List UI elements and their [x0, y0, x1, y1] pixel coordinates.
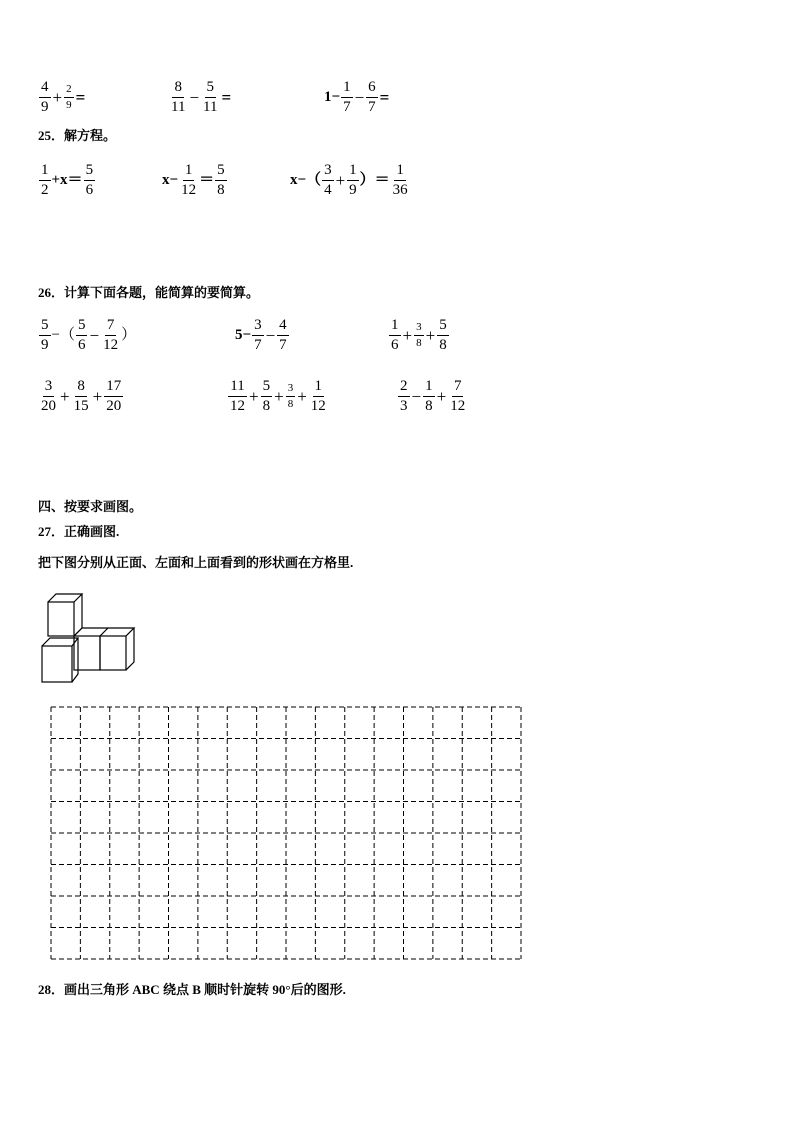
calc-expr-5: $\frac{11}{12}$ + $\frac{5}{8}$ + $\frac{3}{8}$ + $\frac{1}{12}$ — [230, 378, 326, 414]
calc-expr-6: $\frac{2}{3}$ − $\frac{1}{8}$ + $\frac{7}{12}$ — [400, 378, 466, 414]
equation-3: x−（ $\frac{3}{4}$ + $\frac{1}{9}$ ）＝ $\frac{1}{36}$ — [290, 162, 408, 198]
calc-expr-1: $\frac{5}{9}$ −（ $\frac{5}{6}$ − $\frac{7}{12}$ ） — [41, 317, 137, 353]
expr-4-9-plus-2-9: $\frac{4}{9}$ + $\frac{2}{9}$ = — [41, 79, 86, 115]
dashed-square-grid[interactable] — [50, 706, 522, 960]
section-4-title: 四、按要求画图。 — [38, 499, 143, 514]
cube-front-roof — [42, 638, 78, 646]
question-25-heading: 25．解方程。 — [38, 128, 117, 143]
cube-row-3 — [100, 636, 126, 670]
question-26-heading: 26．计算下面各题，能简算的要简算。 — [38, 285, 260, 300]
equation-1: $\frac{1}{2}$ +x＝ $\frac{5}{6}$ — [41, 162, 94, 198]
question-27-instruction: 把下图分别从正面、左面和上面看到的形状画在方格里. — [38, 555, 354, 570]
calc-expr-2: 5− $\frac{3}{7}$ − $\frac{4}{7}$ — [235, 317, 287, 353]
calc-expr-4: $\frac{3}{20}$ + $\frac{8}{15}$ + $\frac{17}{20}$ — [41, 378, 122, 414]
cube-stack-figure — [38, 590, 138, 686]
equation-2: x− $\frac{1}{12}$ ＝ $\frac{5}{8}$ — [162, 162, 225, 198]
question-27-heading: 27．正确画图. — [38, 524, 120, 539]
question-28-heading: 28．画出三角形 ABC 绕点 B 顺时针旋转 90°后的图形. — [38, 982, 346, 997]
cube-top-roof — [48, 594, 82, 602]
expr-1-minus-1-7-minus-6-7: 1− $\frac{1}{7}$ − $\frac{6}{7}$ = — [324, 79, 390, 115]
expr-8-11-minus-5-11: $\frac{8}{11}$ − $\frac{5}{11}$ = — [171, 79, 232, 115]
cube-front-face — [42, 646, 72, 682]
calc-expr-3: $\frac{1}{6}$ + $\frac{3}{8}$ + $\frac{5}{8}$ — [391, 317, 447, 353]
cube-top-front — [48, 602, 74, 636]
